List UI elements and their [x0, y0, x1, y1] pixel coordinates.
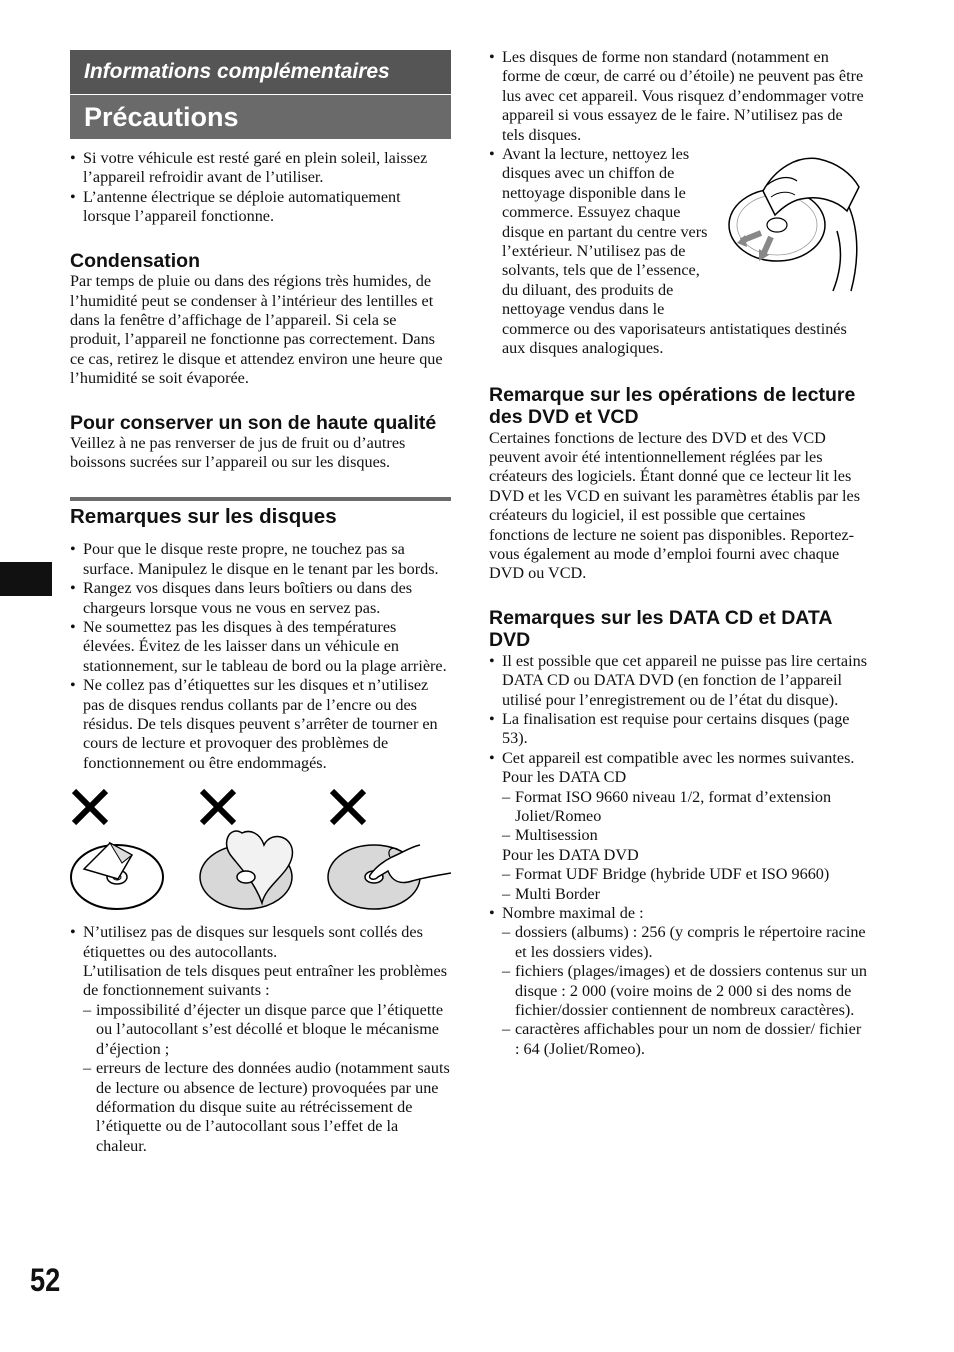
left-column: [70, 50, 451, 1156]
page-title: Précautions: [70, 95, 451, 139]
list-item: – Multisession: [502, 826, 869, 845]
cleaning-text-rest: commerce ou des vaporisateurs antistatiques destinés aux disques analogiques.: [502, 319, 847, 358]
heart-shaped-disc-icon: [200, 831, 292, 909]
data-dvd-formats: [502, 865, 869, 904]
max-list: [489, 904, 869, 923]
condensation-heading: Condensation: [70, 249, 200, 272]
section-header: [70, 50, 451, 139]
list-item: – fichiers (plages/images) et de dossiers contenus sur un disque : 2 000 (voire moins de 2 000 si des noms de fichier/dossier contiennent de nombreux caractères).: [502, 962, 869, 1020]
discs-list: [70, 540, 451, 773]
data-list: [489, 652, 869, 768]
intro-list: [70, 149, 451, 227]
disc-cleaning-illustration: [727, 151, 867, 301]
data-cd-formats: [502, 788, 869, 846]
list-item: • L’antenne électrique se déploie automatiquement lorsque l’appareil fonctionne.: [70, 188, 451, 227]
list-item: • Cet appareil est compatible avec les normes suivantes.: [489, 749, 869, 768]
list-item: – erreurs de lecture des données audio (notamment sauts de lecture ou absence de lecture) provoquées par une déformation du disque suite au rétrécissement de l’étiquette ou de l’autocollant sous l’effet de la chaleur.: [83, 1059, 451, 1156]
sticker-list: [70, 923, 451, 1156]
dvd-vcd-heading: Remarque sur les opérations de lecture des DVD et VCD: [489, 383, 856, 428]
side-tab: [0, 562, 52, 596]
list-item: • Pour que le disque reste propre, ne touchez pas sa surface. Manipulez le disque en le tenant par les bords.: [70, 540, 451, 579]
sticker-problems: [83, 1001, 451, 1156]
list-item: • Les disques de forme non standard (notamment en forme de cœur, de carré ou d’étoile) ne peuvent pas être lus avec cet appareil. Vous risquez d’endommager votre appareil si vous essayez de le faire. N’utilisez pas de tels disques.: [489, 48, 869, 145]
data-dvd-label: Pour les DATA DVD: [502, 845, 639, 864]
list-item: – caractères affichables pour un nom de dossier/ fichier : 64 (Joliet/Romeo).: [502, 1020, 869, 1059]
disc-cleaning-icon: [729, 158, 859, 291]
disc-care-list: [489, 48, 869, 359]
condensation-text: Par temps de pluie ou dans des régions très humides, de l’humidité peut se condenser à l’intérieur des lentilles et dans la fenêtre d’affichage de l’appareil. Si cela se produit, l’appareil ne fonctionne pas correctement. Dans ce cas, retirez le disque et attendez environ une heure que l’humidité se soit évaporée.: [70, 272, 443, 388]
list-item: – Format ISO 9660 niveau 1/2, format d’extension Joliet/Romeo: [502, 788, 869, 827]
list-item: • Ne soumettez pas les disques à des températures élevées. Évitez de les laisser dans un véhicule en stationnement, sur le tableau de bord ou la plage arrière.: [70, 618, 451, 676]
sticker-consequence: L’utilisation de tels disques peut entraîner les problèmes de fonctionnement suivants :: [83, 962, 447, 1000]
list-item: • Rangez vos disques dans leurs boîtiers ou dans des chargeurs lorsque vous ne vous en servez pas.: [70, 579, 451, 618]
data-cd-label: Pour les DATA CD: [502, 768, 627, 787]
page-number: 52: [30, 1262, 61, 1298]
list-item: – Multi Border: [502, 885, 869, 904]
cross-icon: [74, 791, 364, 823]
right-column: [489, 48, 869, 1059]
list-item: • Si votre véhicule est resté garé en plein soleil, laissez l’appareil refroidir avant de l’utiliser.: [70, 149, 451, 188]
list-item: – dossiers (albums) : 256 (y compris le répertoire racine et les dossiers vides).: [502, 923, 869, 962]
sticker-warning: N’utilisez pas de disques sur lesquels sont collés des étiquettes ou des autocollants.: [83, 923, 423, 961]
list-item: – impossibilité d’éjecter un disque parce que l’étiquette ou l’autocollant s’est décollé et bloque le mécanisme d’éjection ;: [83, 1001, 451, 1059]
list-item: • Il est possible que cet appareil ne puisse pas lire certains DATA CD ou DATA DVD (en fonction de l’appareil utilisé pour l’enregistrement ou de l’état du disque).: [489, 652, 869, 710]
cleaning-text: • Avant la lecture, nettoyez les disques avec un chiffon de nettoyage disponible dans le commerce. Essuyez chaque disque en partant du centre vers l’extérieur. N’utilisez pas de solvants, tels que de l’essence, du diluant, des produits de nettoyage vendus dans le: [502, 145, 708, 319]
sound-heading: Pour conserver un son de haute qualité: [70, 411, 437, 434]
max-items: [502, 923, 869, 1059]
list-item: • Nombre maximal de :: [489, 904, 869, 923]
sound-text: Veillez à ne pas renverser de jus de fruit ou d’autres boissons sucrées sur l’appareil ou sur les disques.: [70, 434, 406, 472]
list-item: [489, 145, 869, 358]
discs-heading: Remarques sur les disques: [70, 504, 337, 528]
disc-with-label-icon: [71, 843, 163, 909]
data-heading: Remarques sur les DATA CD et DATA DVD: [489, 606, 832, 652]
list-item: • La finalisation est requise pour certains disques (page 53).: [489, 710, 869, 749]
list-item: [70, 923, 451, 1156]
dvd-vcd-text: Certaines fonctions de lecture des DVD et des VCD peuvent avoir été intentionnellement réglées par les créateurs des logiciels. Étant donné que ce lecteur lit les DVD et les VCD en suivant les paramètres établis par les créateurs du logiciel, il est possible que certaines fonctions de lecture ne soient pas disponibles. Reportez-vous également au mode d’emploi fourni avec chaque DVD ou VCD.: [489, 428, 861, 583]
list-item: • Ne collez pas d’étiquettes sur les disques et n’utilisez pas de disques rendus collants par de l’encre ou des résidus. De tels disques peuvent s’arrêter de tourner en cours de lecture et provoquer des problèmes de fonctionnement ou être endommagés.: [70, 676, 451, 773]
list-item: – Format UDF Bridge (hybride UDF et ISO 9660): [502, 865, 869, 884]
section-rule: [70, 497, 451, 501]
disc-misuse-illustration: [70, 785, 451, 915]
hand-touching-disc-icon: [328, 845, 451, 909]
section-label: Informations complémentaires: [70, 50, 451, 95]
